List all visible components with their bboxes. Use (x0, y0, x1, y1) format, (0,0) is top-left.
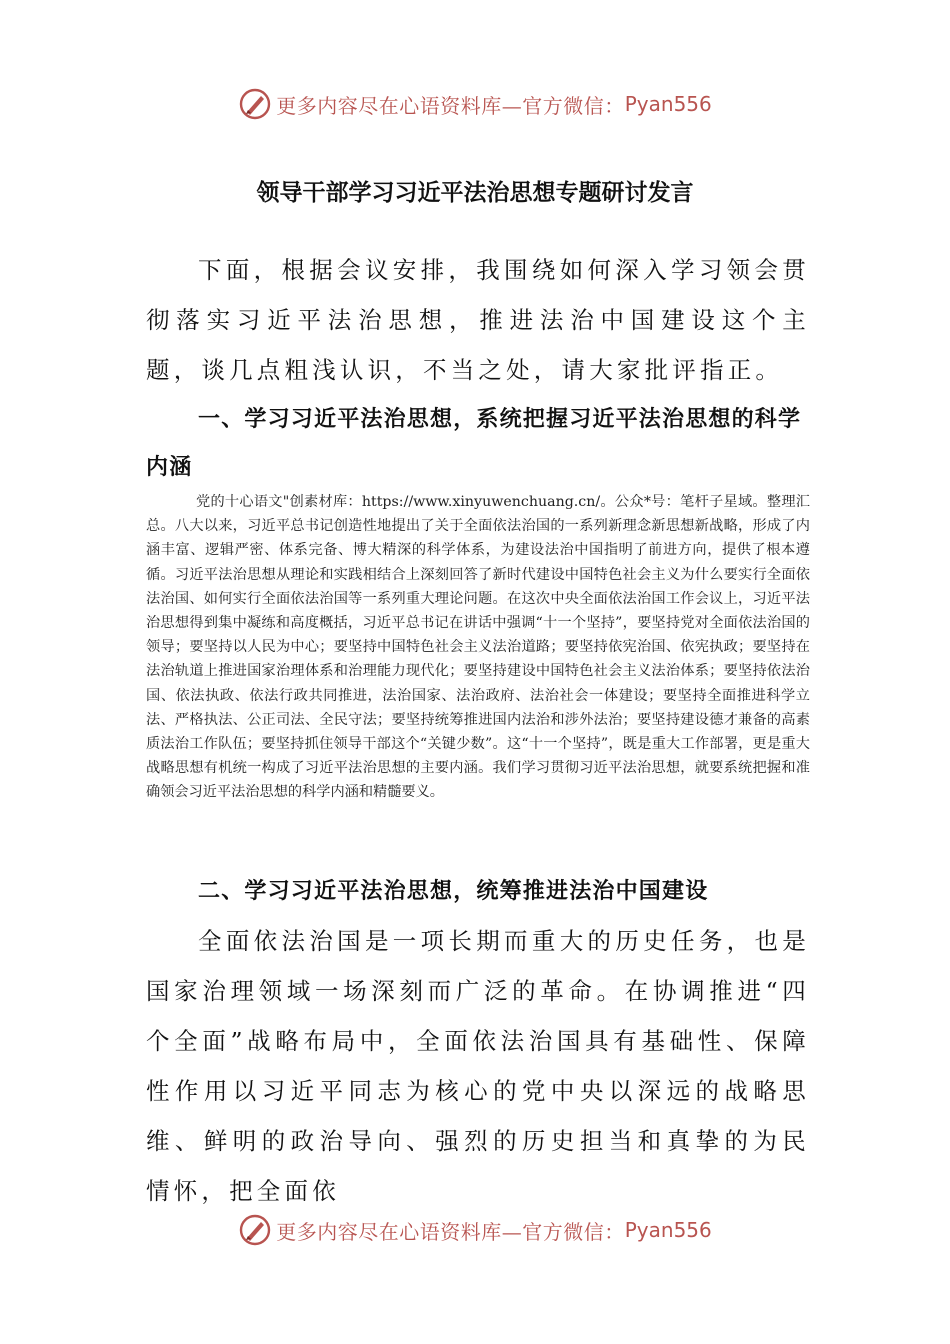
section1-heading: 一、学习习近平法治思想，系统把握习近平法治思想的科学内涵 (146, 407, 802, 480)
section1-body: 党的十心语文"创素材库：https://www.xinyuwenchuang.cn/。公众*号：笔杆子星域。整理汇总。八大以来，习近平总书记创造性地提出了关于全面依法治国的一系列新理念新思想新战略，形成了内涵丰富、逻辑严密、体系完备、博大精深的科学体系，为建设法治中国指明了前进方向，提供了根本遵循。习近平法治思想从理论和实践相结合上深刻回答了新时代建设中国特色社会主义为什么要实行全面依法治国、如何实行全面依法治国等一系列重大理论问题。在这次中央全面依法治国工作会议上，习近平法治思想得到集中凝练和高度概括，习近平总书记在讲话中强调“十一个坚持”，要坚持党对全面依法治国的领导；要坚持以人民为中心；要坚持中国特色社会主义法治道路；要坚持依宪治国、依宪执政；要坚持在法治轨道上推进国家治理体系和治理能力现代化；要坚持建设中国特色社会主义法治体系；要坚持依法治国、依法执政、依法行政共同推进，法治国家、法治政府、法治社会一体建设；要坚持全面推进科学立法、严格执法、公正司法、全民守法；要坚持统筹推进国内法治和涉外法治；要坚持建设德才兼备的高素质法治工作队伍；要坚持抓住领导干部这个“关键少数”。这“十一个坚持”，既是重大工作部署，更是重大战略思想有机统一构成了习近平法治思想的主要内涵。我们学习贯彻习近平法治思想，就要系统把握和准确领会习近平法治思想的科学内涵和精髓要义。 (146, 494, 810, 801)
document-title: 领导干部学习习近平法治思想专题研讨发言 (256, 180, 694, 206)
watermark-id: Pyan556 (624, 92, 712, 116)
pen-circle-logo-icon (238, 1213, 272, 1247)
intro-paragraph: 下面，根据会议安排，我围绕如何深入学习领会贯彻落实习近平法治思想，推进法治中国建设这个主题，谈几点粗浅认识，不当之处，请大家批评指正。 (146, 256, 810, 384)
section2-body: 全面依法治国是一项长期而重大的历史任务，也是国家治理领域一场深刻而广泛的革命。在协调推进“四个全面”战略布局中，全面依法治国具有基础性、保障性作用以习近平同志为核心的党中央以深远的战略思维、鲜明的政治导向、强烈的历史担当和真挚的为民情怀，把全面依 (146, 927, 810, 1205)
section2-heading: 二、学习习近平法治思想，统筹推进法治中国建设 (198, 879, 709, 904)
watermark-id: Pyan556 (624, 1218, 712, 1242)
watermark-header (0, 84, 950, 124)
watermark-text: 更多内容尽在心语资料库—官方微信： (276, 93, 625, 118)
watermark-text: 更多内容尽在心语资料库—官方微信： (276, 1219, 625, 1244)
watermark-footer (0, 1210, 950, 1250)
pen-circle-logo-icon (238, 87, 272, 121)
